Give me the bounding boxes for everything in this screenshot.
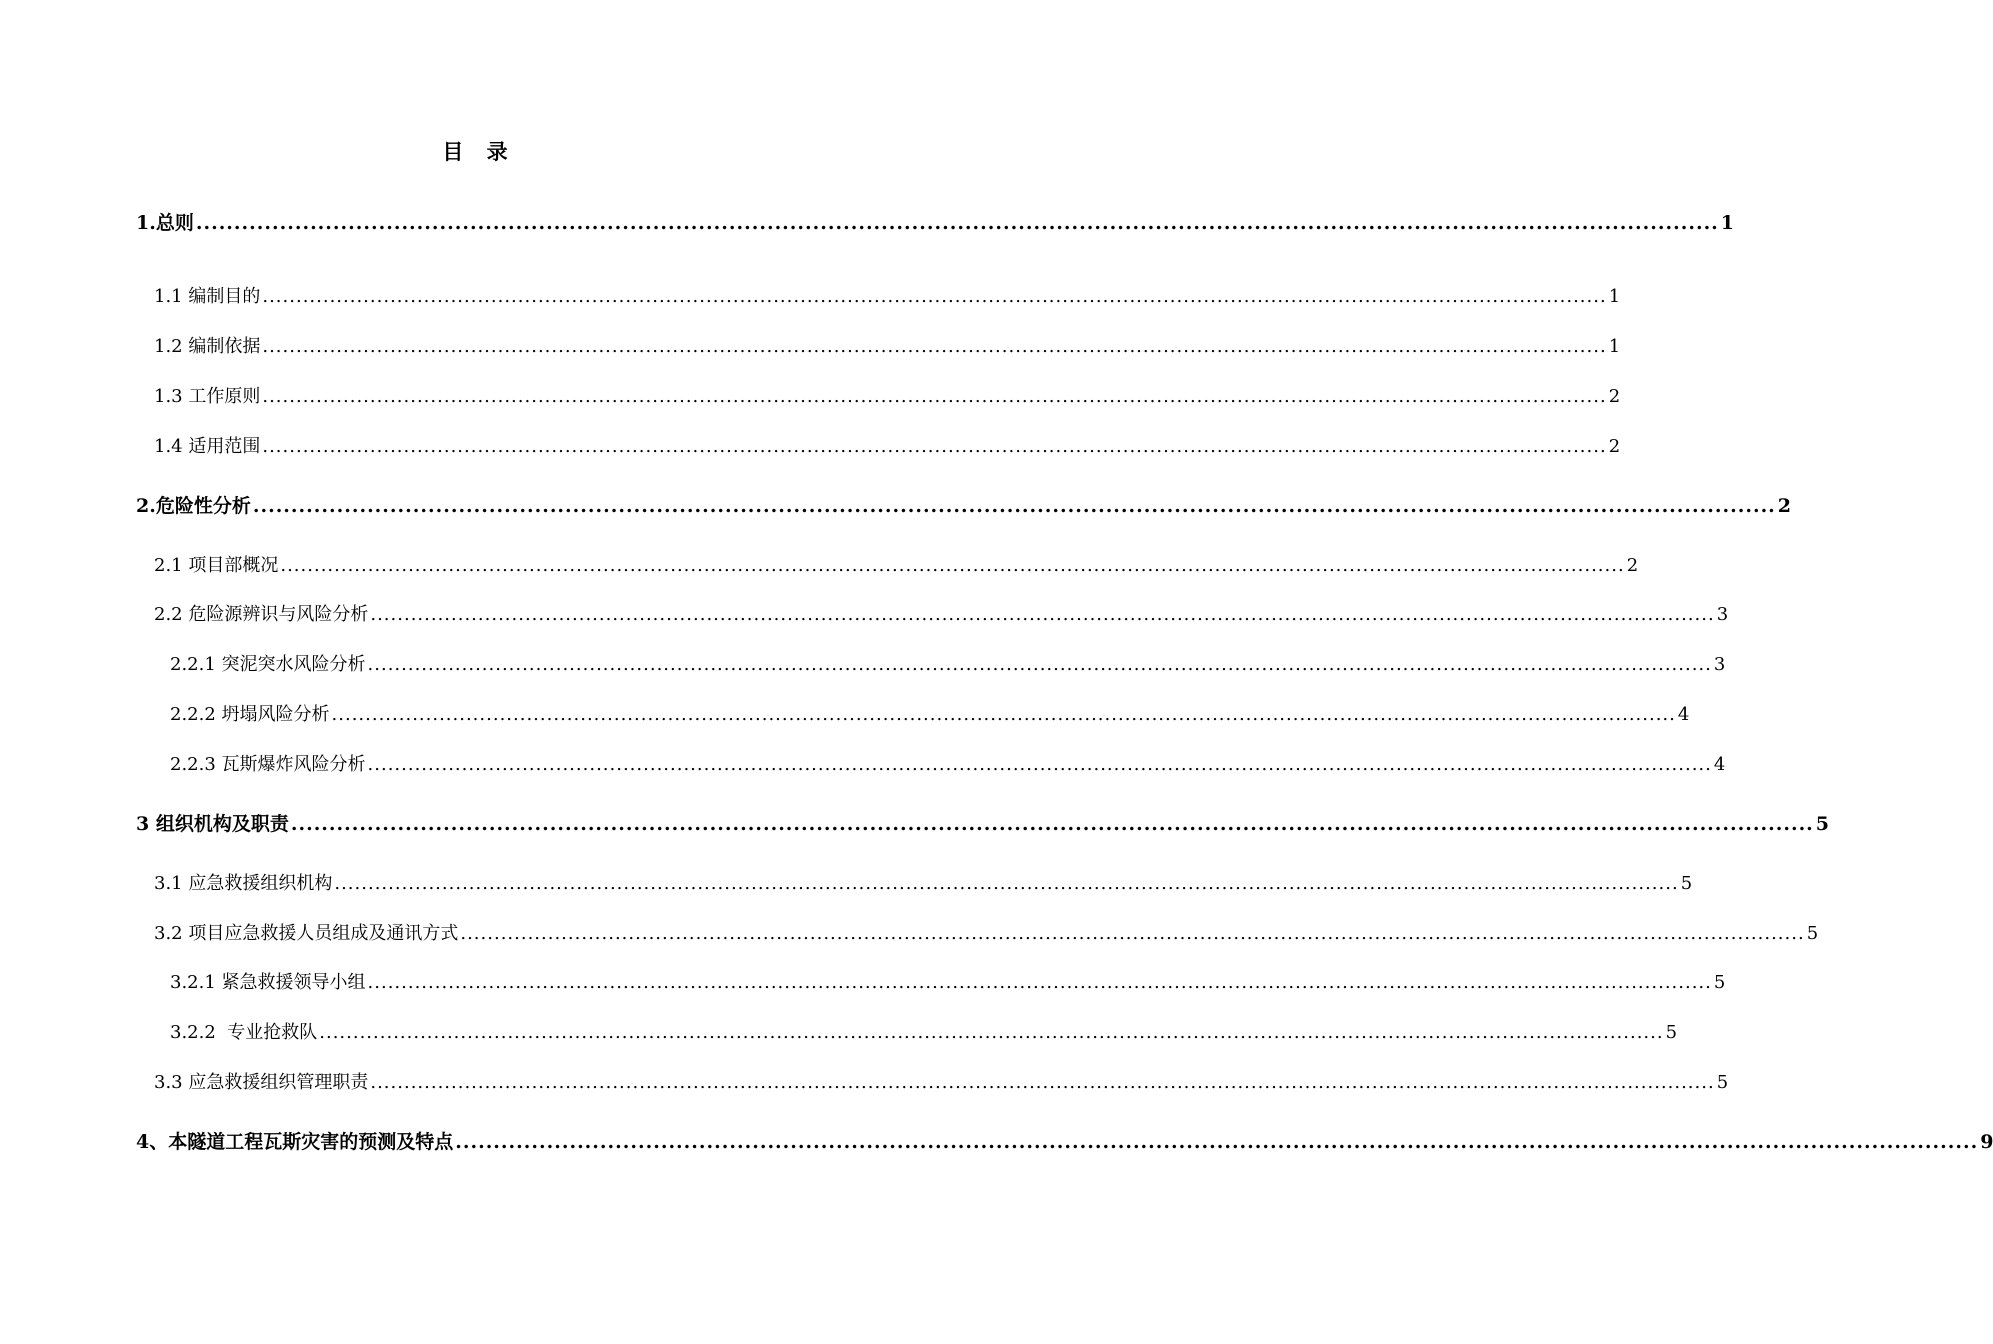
toc-entry-label: 3.2.2 专业抢救队 [170, 1022, 318, 1043]
toc-entry-label: 3 组织机构及职责 [136, 813, 289, 835]
toc-entry-label: 3.3 应急救援组织管理职责 [154, 1072, 369, 1093]
toc-entry-page: 3 [1713, 654, 1726, 675]
toc-entry-2-2-2[interactable] [170, 702, 1690, 728]
toc-entry-label: 3.2 项目应急救援人员组成及通讯方式 [154, 923, 459, 944]
toc-leader-dots: ........................................................................................................................................................................................................ [319, 1022, 1664, 1043]
toc-entry-3-2[interactable] [154, 921, 1819, 947]
toc-entry-1-4[interactable] [154, 434, 1621, 460]
toc-entry-page: 2 [1608, 386, 1621, 407]
toc-leader-dots: ........................................................................................................................................................................................................ [252, 495, 1776, 517]
toc-entry-3-3[interactable] [154, 1070, 1729, 1096]
toc-entry-1[interactable] [136, 210, 1735, 236]
toc-entry-label: 1.1 编制目的 [154, 286, 261, 307]
toc-entry-3-1[interactable] [154, 871, 1693, 897]
toc-leader-dots: ........................................................................................................................................................................................................ [290, 813, 1814, 835]
toc-entry-page: 4 [1713, 754, 1726, 775]
toc-leader-dots: ........................................................................................................................................................................................................ [262, 336, 1607, 357]
toc-entry-page: 4 [1677, 704, 1690, 725]
toc-entry-2-2-3[interactable] [170, 752, 1726, 778]
toc-entry-label: 1.2 编制依据 [154, 336, 261, 357]
toc-entry-page: 5 [1716, 1072, 1729, 1093]
toc-entry-label: 3.1 应急救援组织机构 [154, 873, 333, 894]
toc-entry-1-1[interactable] [154, 284, 1621, 310]
toc-entry-page: 1 [1608, 336, 1621, 357]
toc-leader-dots: ........................................................................................................................................................................................................ [370, 604, 1715, 625]
toc-leader-dots: ........................................................................................................................................................................................................ [262, 286, 1607, 307]
toc-entry-label: 2.2.3 瓦斯爆炸风险分析 [170, 754, 366, 775]
toc-entry-4[interactable] [136, 1129, 1993, 1155]
toc-leader-dots: ........................................................................................................................................................................................................ [367, 754, 1712, 775]
toc-leader-dots: ........................................................................................................................................................................................................ [262, 436, 1607, 457]
toc-entry-3-2-1[interactable] [170, 970, 1726, 996]
toc-entry-label: 2.危险性分析 [136, 495, 251, 517]
toc-entry-page: 2 [1626, 555, 1639, 576]
page-title: 目 录 [442, 139, 508, 164]
toc-entry-label: 1.3 工作原则 [154, 386, 261, 407]
toc-entry-2[interactable] [136, 493, 1792, 519]
toc-entry-label: 1.总则 [136, 212, 194, 234]
toc-leader-dots: ........................................................................................................................................................................................................ [367, 972, 1712, 993]
toc-entry-1-3[interactable] [154, 384, 1621, 410]
toc-entry-label: 2.2.1 突泥突水风险分析 [170, 654, 366, 675]
toc-entry-2-2[interactable] [154, 602, 1729, 628]
toc-entry-2-2-1[interactable] [170, 652, 1726, 678]
toc-entry-page: 9 [1980, 1131, 1993, 1153]
toc-entry-2-1[interactable] [154, 553, 1639, 579]
toc-leader-dots: ........................................................................................................................................................................................................ [460, 923, 1805, 944]
toc-entry-page: 1 [1608, 286, 1621, 307]
toc-entry-label: 2.1 项目部概况 [154, 555, 279, 576]
toc-leader-dots: ........................................................................................................................................................................................................ [370, 1072, 1715, 1093]
toc-leader-dots: ........................................................................................................................................................................................................ [367, 654, 1712, 675]
toc-entry-page: 5 [1806, 923, 1819, 944]
toc-leader-dots: ........................................................................................................................................................................................................ [331, 704, 1676, 725]
toc-leader-dots: ........................................................................................................................................................................................................ [455, 1131, 1979, 1153]
toc-entry-page: 5 [1680, 873, 1693, 894]
toc-entry-label: 3.2.1 紧急救援领导小组 [170, 972, 366, 993]
toc-entry-label: 2.2 危险源辨识与风险分析 [154, 604, 369, 625]
toc-entry-label: 4、本隧道工程瓦斯灾害的预测及特点 [136, 1131, 454, 1153]
toc-entry-label: 2.2.2 坍塌风险分析 [170, 704, 330, 725]
toc-entry-page: 2 [1608, 436, 1621, 457]
toc-leader-dots: ........................................................................................................................................................................................................ [262, 386, 1607, 407]
toc-entry-1-2[interactable] [154, 334, 1621, 360]
toc-entry-page: 3 [1716, 604, 1729, 625]
toc-leader-dots: ........................................................................................................................................................................................................ [280, 555, 1625, 576]
toc-entry-3-2-2[interactable] [170, 1020, 1678, 1046]
toc-leader-dots: ........................................................................................................................................................................................................ [334, 873, 1679, 894]
toc-entry-page: 5 [1665, 1022, 1678, 1043]
toc-entry-page: 1 [1720, 212, 1735, 234]
toc-entry-page: 5 [1713, 972, 1726, 993]
toc-entry-3[interactable] [136, 811, 1830, 837]
toc-leader-dots: ........................................................................................................................................................................................................ [195, 212, 1719, 234]
toc-entry-label: 1.4 适用范围 [154, 436, 261, 457]
toc-entry-page: 5 [1815, 813, 1830, 835]
toc-entry-page: 2 [1777, 495, 1792, 517]
